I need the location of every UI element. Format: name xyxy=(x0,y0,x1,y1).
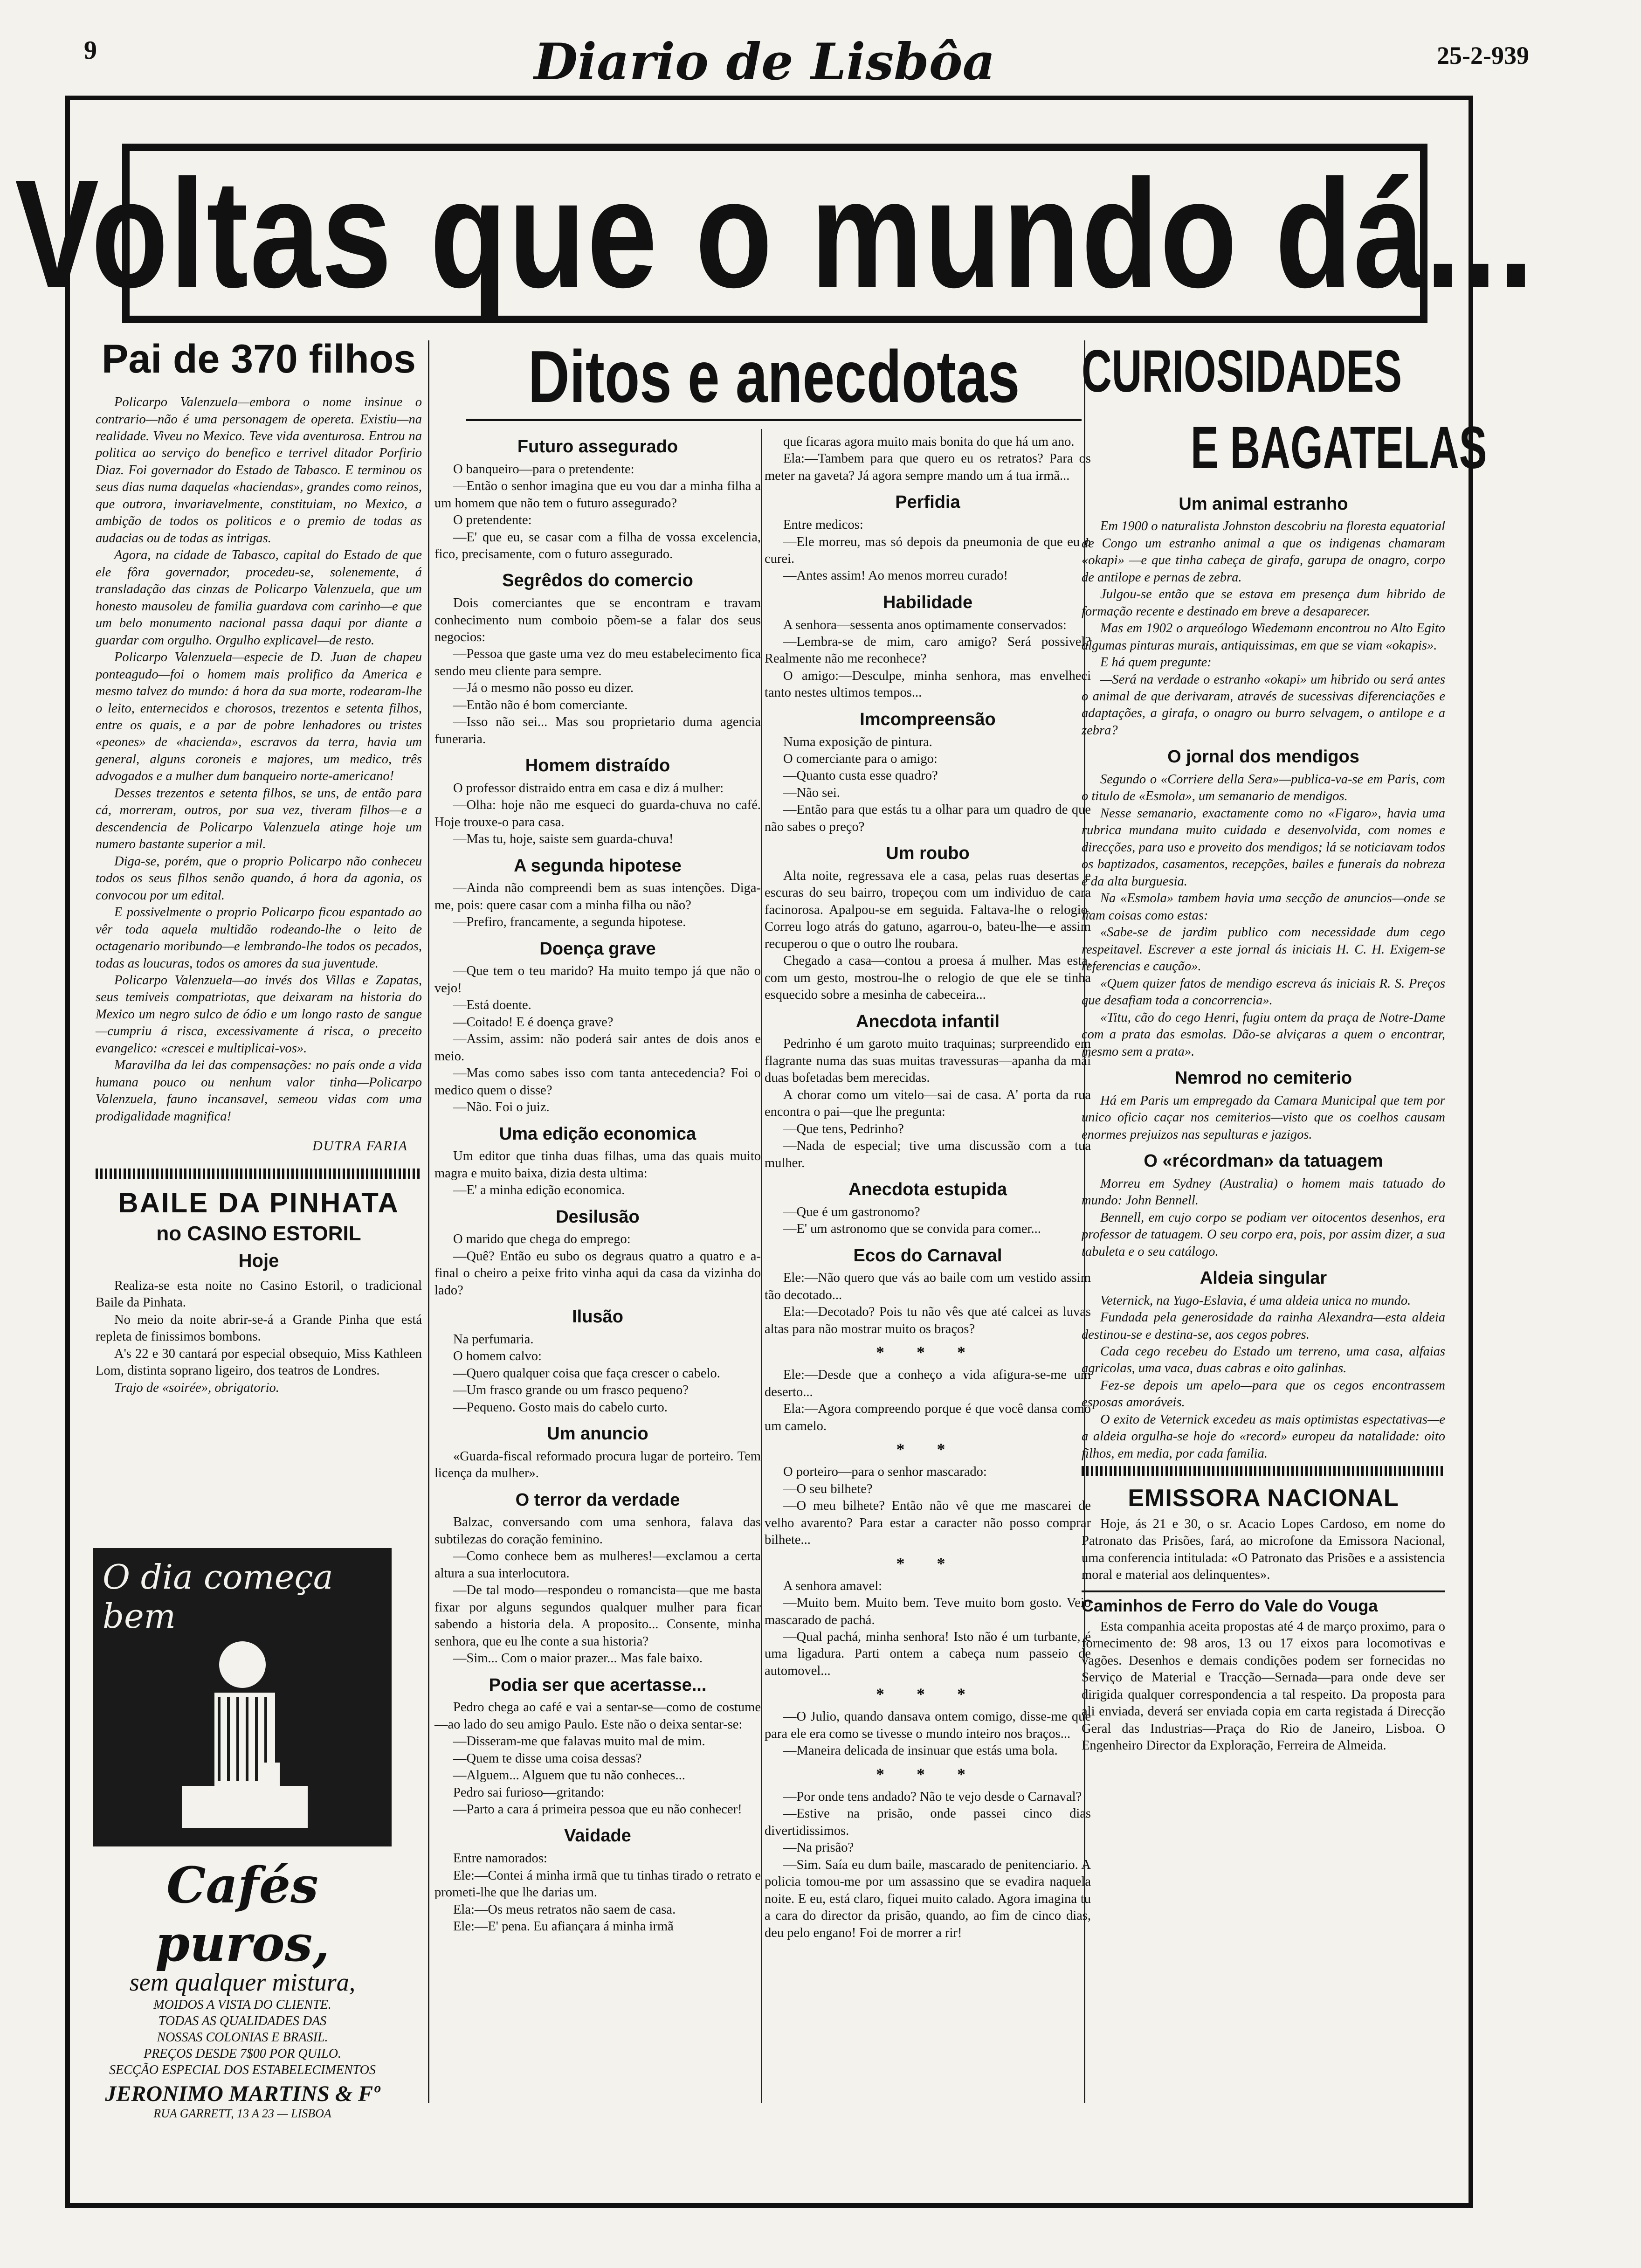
section-paragraph: Nesse semanario, exactamente como no «Figaro», havia uma rubrica mundana muito cuidada e desenvolvida, com nomes e direcções, para uso e proveito dos mendigos; lá se noticiavam todos os baptizados, casamentos, recepções, bailes e funerais da nobreza e da alta burguesia. xyxy=(1082,806,1445,889)
baile-subtitle: no CASINO ESTORIL xyxy=(156,1222,361,1245)
section-paragraph: Pedro sai furioso—gritando: xyxy=(453,1785,605,1800)
section-paragraph: Na «Esmola» tambem havia uma secção de anuncios—onde se liam coisas como estas: xyxy=(1082,891,1445,923)
column-ditos-left xyxy=(434,429,761,2206)
section-paragraph: —Lembra-se de mim, caro amigo? Será possivel? Realmente não me reconhece? xyxy=(765,635,1091,666)
section-paragraph: —O seu bilhete? xyxy=(783,1481,873,1496)
section-title: Habilidade xyxy=(883,592,973,612)
man-drinking-coffee-illustration xyxy=(177,1632,308,1828)
section-paragraph: —Parto a cara á primeira pessoa que eu não conhecer! xyxy=(453,1802,742,1817)
section-paragraph: Fez-se depois um apelo—para que os cegos encontrassem esposas amoráveis. xyxy=(1082,1378,1445,1410)
section-paragraph: —Disseram-me que falavas muito mal de mim. xyxy=(453,1734,705,1749)
article-paragraph: Policarpo Valenzuela—especie de D. Juan de chapeu ponteagudo—foi o homem mais prolifico da America e mesmo talvez do mundo: á hora da sua morte, rodearam-lhe o leito, enternecidos e chorosos, trezentos e setenta filhos, entre os quais, e a par de pobre lenhadores ou tristes «peones» de «hacienda», escravos da terra, havia um general, alguns coroneis e majores, um medico, três advogados e a mulher dum banqueiro norte-americano! xyxy=(96,650,422,784)
section-title: A segunda hipotese xyxy=(514,856,682,876)
dotted-divider xyxy=(96,1169,422,1179)
section-paragraph: Ela:—Os meus retratos não saem de casa. xyxy=(453,1902,676,1917)
section-paragraph: Numa exposição de pintura. xyxy=(783,734,932,749)
column-rule xyxy=(761,429,762,2103)
section-title: Um animal estranho xyxy=(1179,494,1348,514)
issue-date: 25-2-939 xyxy=(1437,41,1529,69)
section-paragraph: Cada cego recebeu do Estado um terreno, uma casa, alfaias agricolas, uma vaca, duas cabras e oito galinhas. xyxy=(1082,1344,1445,1376)
section-title: O jornal dos mendigos xyxy=(1167,747,1359,767)
section-paragraph: Segundo o «Corriere della Sera»—publica-va-se em Paris, com o titulo de «Esmola», um semanario de mendigos. xyxy=(1082,772,1445,804)
ad-line: TODAS AS QUALIDADES DAS xyxy=(158,2014,327,2028)
section-title: Anecdota estupida xyxy=(848,1180,1007,1200)
ad-address: RUA GARRETT, 13 A 23 — LISBOA xyxy=(153,2107,331,2120)
article-title: Pai de 370 filhos xyxy=(102,337,416,381)
section-title: Ecos do Carnaval xyxy=(853,1245,1002,1265)
section-paragraph: Ela:—Tambem para que quero eu os retratos? Para os meter na gaveta? Já agora sempre mando um á tua irmã... xyxy=(765,451,1091,483)
section-paragraph: —Ainda não compreendi bem as suas intenções. Diga-me, pois: quere casar com a minha filha ou não? xyxy=(434,881,761,913)
emissora-title: EMISSORA NACIONAL xyxy=(1128,1485,1399,1512)
section-paragraph: Veternick, na Yugo-Eslavia, é uma aldeia unica no mundo. xyxy=(1100,1293,1411,1308)
section-title: Aldeia singular xyxy=(1200,1268,1327,1288)
section-paragraph: —Que tem o teu marido? Ha muito tempo já que não o vejo! xyxy=(434,964,761,996)
byline: DUTRA FARIA xyxy=(312,1138,408,1154)
section-paragraph: —Não sei. xyxy=(783,785,840,800)
vouga-title: Caminhos de Ferro do Vale do Vouga xyxy=(1082,1596,1378,1615)
section-paragraph: —Sim. Saía eu dum baile, mascarado de penitenciario. A policia tomou-me por um assassino que se evadira naquela noite. E eu, está claro, fiquei muito calado. Agora imagina tu a cara do director da prisão, quando, ao fim de cinco dias, deu pelo engano! Foi de morrer a rir! xyxy=(765,1857,1091,1940)
section-paragraph: —Sim... Com o maior prazer... Mas fale baixo. xyxy=(453,1651,703,1666)
section-paragraph: —Que é um gastronomo? xyxy=(783,1204,920,1219)
section-paragraph: O comerciante para o amigo: xyxy=(783,751,938,766)
section-title: Homem distraído xyxy=(525,756,670,776)
section-paragraph: «Sabe-se de jardim publico com necessidade dum cego respeitavel. Escrever a este jornal ás iniciais H. C. H. Exigem-se referencias e caução». xyxy=(1082,925,1445,974)
section-paragraph: O porteiro—para o senhor mascarado: xyxy=(783,1465,987,1480)
section-paragraph: —Na prisão? xyxy=(783,1840,854,1855)
headline-box xyxy=(14,144,1535,323)
article-paragraph: Policarpo Valenzuela—ao invés dos Villas e Zapatas, seus temiveis compatriotas, que deixaram na historia do Mexico um negro sulco de ódio e um longo rasto de sangue—cumpriu á risca, excessivamente á risca, o preceito evangelico: «crescei e multiplicai-vos». xyxy=(96,973,422,1056)
ad-line: SECÇÃO ESPECIAL DOS ESTABELECIMENTOS xyxy=(109,2063,376,2077)
ad-lines xyxy=(93,1997,392,2078)
section-paragraph: —Já o mesmo não posso eu dizer. xyxy=(453,681,634,696)
section-separator: * * * xyxy=(876,1764,979,1784)
section-title: O «récordman» da tatuagem xyxy=(1144,1151,1383,1171)
section-paragraph: —Antes assim! Ao menos morreu curado! xyxy=(783,568,1008,583)
section-paragraph: —E' que eu, se casar com a filha de vossa excelencia, fico, precisamente, com o futuro assegurado. xyxy=(434,530,761,561)
section-paragraph: —Maneira delicada de insinuar que estás uma bola. xyxy=(783,1743,1058,1758)
section-paragraph: Ele:—Contei á minha irmã que tu tinhas tirado o retrato e prometi-lhe que lhe darias um. xyxy=(434,1868,761,1900)
section-paragraph: O banqueiro—para o pretendente: xyxy=(453,462,634,477)
section-paragraph: E há quem pregunte: xyxy=(1100,655,1212,670)
section-paragraph: O homem calvo: xyxy=(453,1349,542,1364)
ad-line: NOSSAS COLONIAS E BRASIL. xyxy=(157,2030,328,2045)
article-body xyxy=(96,394,422,1125)
section-paragraph: O pretendente: xyxy=(453,513,532,528)
bagatelas-title: E BAGATELAS xyxy=(1191,414,1487,481)
section-paragraph: Mas em 1902 o arqueólogo Wiedemann encontrou no Alto Egito algumas pinturas murais, antiquissimas, em que se viam «okapis». xyxy=(1082,621,1445,653)
section-title: Perfidia xyxy=(895,492,960,512)
section-title: Segrêdos do comercio xyxy=(502,571,693,591)
section-paragraph: —Alguem... Alguem que tu não conheces... xyxy=(453,1768,685,1783)
page-number: 9 xyxy=(84,36,97,65)
column-ditos-right xyxy=(765,434,1091,2159)
section-paragraph: A senhora amavel: xyxy=(783,1578,883,1593)
section-paragraph: Há em Paris um empregado da Camara Municipal que tem por unico oficio caçar nos cemiterios—visto que os coelhos causam enormes prejuizos nas sepulturas e jazigos. xyxy=(1082,1093,1445,1142)
ad-text-box xyxy=(93,1846,392,2120)
baile-body xyxy=(96,1278,422,1397)
section-paragraph: —Como conhece bem as mulheres!—exclamou a certa altura a sua interlocutora. xyxy=(434,1549,761,1581)
section-title: O terror da verdade xyxy=(515,1490,680,1510)
section-title: Desilusão xyxy=(556,1207,640,1227)
section-paragraph: Fundada pela generosidade da rainha Alexandra—esta aldeia destinou-se e destina-se, aos cegos pobres. xyxy=(1082,1310,1445,1342)
column-curiosidades xyxy=(1082,333,1487,2115)
section-title: Doença grave xyxy=(539,939,656,959)
section-paragraph: A senhora—sessenta anos optimamente conservados: xyxy=(783,617,1067,632)
section-paragraph: —Ele morreu, mas só depois da pneumonia de que eu o curei. xyxy=(765,534,1091,566)
article-paragraph: Diga-se, porém, que o proprio Policarpo não conheceu todos os seus filhos senão quando, á hora da agonia, os convocou por um edital. xyxy=(96,854,422,903)
section-paragraph: —Quê? Então eu subo os degraus quatro a quatro e a-final o cheiro a peixe frito vinha aqui da casa da vizinha do lado? xyxy=(434,1249,761,1298)
section-title: Futuro assegurado xyxy=(517,437,678,456)
section-separator: * * * xyxy=(876,1685,979,1704)
article-paragraph: Agora, na cidade de Tabasco, capital do Estado de que ele fôra governador, procedeu-se, solenemente, á transladação das cinzas de Policarpo Valenzuela, que um honesto mausoleu de familia guardava com carinho—e que um belo monumento nacional passa daqui por diante a guardar com orgulho. Orgulho explicavel—de resto. xyxy=(96,548,422,648)
section-paragraph: Pedrinho é um garoto muito traquinas; surpreendido em flagrante numa das suas muitas travessuras—apanha da mãi duas bofetadas bem merecidas. xyxy=(765,1037,1091,1086)
curiosidades-body xyxy=(1082,493,1445,1463)
section-paragraph: —Coitado! E é doença grave? xyxy=(453,1015,614,1030)
column-rule xyxy=(428,340,429,2103)
emissora-body: Hoje, ás 21 e 30, o sr. Acacio Lopes Cardoso, em nome do Patronato das Prisões, fará, ao microfone da Emissora Nacional, uma conferencia intitulada: «O Patronato das Prisões e a assistencia moral e material aos delinquentes». xyxy=(1082,1516,1445,1583)
section-paragraph: —E' a minha edição economica. xyxy=(453,1183,625,1198)
section-paragraph: Ela:—Decotado? Pois tu não vês que até calcei as luvas altas para não mostrar muito os braços? xyxy=(765,1305,1091,1336)
section-title: Nemrod no cemiterio xyxy=(1174,1068,1352,1088)
section-title: Anecdota infantil xyxy=(855,1011,1000,1031)
section-paragraph: O exito de Veternick excedeu as mais optimistas espectativas—e a aldeia orgulha-se hoje do «record» europeu da natalidade: oito filhos, em media, por cada familia. xyxy=(1082,1412,1445,1461)
section-paragraph: —Estive na prisão, onde passei cinco dias divertidissimos. xyxy=(765,1806,1091,1838)
section-paragraph: Ele:—Desde que a conheço a vida afigura-se-me um deserto... xyxy=(765,1368,1091,1399)
section-paragraph: «Guarda-fiscal reformado procura lugar de porteiro. Tem licença da mulher». xyxy=(434,1449,761,1481)
section-paragraph: —Qual pachá, minha senhora! Isto não é um turbante, é uma ligadura. Parti ontem a cabeça num passeio de automovel... xyxy=(765,1629,1091,1678)
section-paragraph: Ele:—Não quero que vás ao baile com um vestido assim tão decotado... xyxy=(765,1271,1091,1302)
section-paragraph: —Muito bem. Muito bem. Teve muito bom gosto. Veio mascarado de pachá. xyxy=(765,1596,1091,1627)
ditos-title: Ditos e anecdotas xyxy=(528,336,1020,418)
section-paragraph: —Quem te disse uma coisa dessas? xyxy=(453,1751,642,1766)
section-separator: * * xyxy=(896,1554,959,1573)
section-paragraph: —Pessoa que gaste uma vez do meu estabelecimento fica sendo meu cliente para sempre. xyxy=(434,647,761,678)
section-paragraph: Em 1900 o naturalista Johnston descobriu na floresta equatorial de Congo um estranho animal a que os indigenas chamaram «okapi» —e que tinha cabeça de girafa, garupa de onagro, corpo de antilope e pernas de zebra. xyxy=(1082,519,1445,585)
section-paragraph: —Prefiro, francamente, a segunda hipotese. xyxy=(453,915,686,930)
section-title: Um roubo xyxy=(886,844,970,864)
article-paragraph: Desses trezentos e setenta filhos, se uns, de então para cá, morreram, outros, por sua vez, tiveram filhos—e a descendencia de Policarpo Valenzuela atinge hoje um numero bastante superior a mil. xyxy=(96,786,422,852)
section-paragraph: Um editor que tinha duas filhas, uma das quais muito magra e muito baixa, dizia desta ultima: xyxy=(434,1149,761,1181)
section-paragraph: —Então não é bom comerciante. xyxy=(453,698,628,712)
section-paragraph: Morreu em Sydney (Australia) o homem mais tatuado do mundo: John Bennell. xyxy=(1082,1176,1445,1208)
ad-subline: sem qualquer mistura, xyxy=(129,1968,356,1996)
baile-paragraph: Trajo de «soirée», obrigatorio. xyxy=(114,1380,279,1395)
section-paragraph: O professor distraido entra em casa e diz á mulher: xyxy=(453,781,724,795)
section-paragraph: —Mas como sabes isso com tanta antecedencia? Foi o medico quem o disse? xyxy=(434,1066,761,1098)
section-paragraph: —Pequeno. Gosto mais do cabelo curto. xyxy=(453,1400,668,1415)
section-paragraph: O amigo:—Desculpe, minha senhora, mas envelheci tanto nestes ultimos tempos... xyxy=(765,668,1091,700)
section-paragraph: Ela:—Agora compreendo porque é que você dansa como um camelo. xyxy=(765,1402,1091,1433)
section-title: Podia ser que acertasse... xyxy=(489,1675,707,1695)
section-paragraph: —Será na verdade o estranho «okapi» um hibrido ou será antes o animal de que derivaram, através de sucessivas diferenciações e adaptações, a girafa, o onagro ou burro selvagem, o antilope e a zebra? xyxy=(1082,672,1445,738)
newspaper-title: Diario de Lisbôa xyxy=(534,33,995,91)
section-paragraph: que ficaras agora muito mais bonita do que há um ano. xyxy=(783,435,1075,449)
ad-line: PREÇOS DESDE 7$00 POR QUILO. xyxy=(144,2047,341,2061)
article-paragraph: Policarpo Valenzuela—embora o nome insinue o contrario—não é uma personagem de opereta. Existiu—na realidade. Viveu no Mexico. Teve vida aventurosa. Entrou na politica ao serviço do benefico e terrivel ditador Porfirio Diaz. Foi governador do Estado de Tabasco. E terminou os seus dias numa daquelas «haciendas», grandes como reinos, que outrora, invariavelmente, constituiam, no Mexico, a ambição de todos os politicos e o premio de todas as audacias ou de todas as intrigas. xyxy=(96,395,422,546)
section-paragraph: —Isso não sei... Mas sou proprietario duma agencia funeraria. xyxy=(434,715,761,747)
section-paragraph: —Mas tu, hoje, saiste sem guarda-chuva! xyxy=(453,832,674,847)
section-title: Imcompreensão xyxy=(860,709,996,729)
baile-title: BAILE DA PINHATA xyxy=(118,1187,400,1218)
section-paragraph: —E' um astronomo que se convida para comer... xyxy=(783,1222,1041,1237)
section-paragraph: «Quem quizer fatos de mendigo escreva ás iniciais R. S. Preços que desafiam toda a concorrencia». xyxy=(1082,976,1445,1008)
section-paragraph: —Não. Foi o juiz. xyxy=(453,1100,550,1115)
baile-hoje: Hoje xyxy=(238,1250,279,1271)
section-paragraph: Entre medicos: xyxy=(783,518,863,532)
section-paragraph: —De tal modo—respondeu o romancista—que me basta fixar por alguns segundos qualquer mulher para ficar sabendo a historia dela. A proposito... Consente, minha senhora, que eu lhe conte a sua historia? xyxy=(434,1583,761,1649)
section-title: Um anuncio xyxy=(547,1424,648,1444)
section-title: Vaidade xyxy=(564,1826,631,1846)
baile-paragraph: Realiza-se esta noite no Casino Estoril, o tradicional Baile da Pinhata. xyxy=(96,1278,422,1310)
article-paragraph: Maravilha da lei das compensações: no país onde a vida humana pouco ou nenhum valor tinha—Policarpo Valenzuela, fauno incansavel, semeou vidas com uma prodigalidade magnifica! xyxy=(96,1058,422,1124)
section-title: Uma edição economica xyxy=(499,1124,696,1144)
section-separator: * * xyxy=(896,1440,959,1459)
section-paragraph: —Olha: hoje não me esqueci do guarda-chuva no café. Hoje trouxe-o para casa. xyxy=(434,798,761,830)
section-paragraph: O marido que chega do emprego: xyxy=(453,1232,631,1247)
section-paragraph: Bennell, em cujo corpo se podiam ver oitocentos desenhos, era professor de tatuagem. O seu corpo era, pois, por assim dizer, a sua tabuleta e o seu catálogo. xyxy=(1082,1210,1445,1259)
vouga-notice xyxy=(1082,1590,1445,1755)
section-paragraph: —O Julio, quando dansava ontem comigo, disse-me que para ele era como se tivesse o mundo inteiro nos braços... xyxy=(765,1709,1091,1741)
section-paragraph: —Que tens, Pedrinho? xyxy=(783,1121,904,1136)
curiosidades-title: CURIOSIDADES xyxy=(1082,338,1402,405)
section-paragraph: A chorar como um vitelo—sai de casa. A' porta da rua encontra o pai—que lhe pregunta: xyxy=(765,1087,1091,1120)
section-paragraph: —Assim, assim: não poderá sair antes de dois anos e meio. xyxy=(434,1032,761,1064)
section-separator: * * * xyxy=(876,1343,979,1362)
section-paragraph: «Titu, cão do cego Henri, fugiu ontem da praça de Notre-Dame com a prata das esmolas. Dão-se alviçaras a quem o encontrar, mesmo sem a prata». xyxy=(1082,1010,1445,1059)
section-paragraph: —Por onde tens andado? Não te vejo desde o Carnaval? xyxy=(783,1789,1082,1804)
section-paragraph: Balzac, conversando com uma senhora, falava das subtilezas do coração feminino. xyxy=(434,1515,761,1547)
ad-brand: Cafés puros, xyxy=(155,1856,330,1972)
headline: Voltas que o mundo dá... xyxy=(14,147,1535,319)
ad-firm: JERONIMO MARTINS & Fº xyxy=(105,2081,380,2106)
section-paragraph: Dois comerciantes que se encontram e travam conhecimento num comboio põem-se a falar dos seus negocios: xyxy=(434,596,761,644)
section-paragraph: —Quanto custa esse quadro? xyxy=(783,768,938,783)
section-paragraph: Chegado a casa—contou a proesa á mulher. Mas esta, com um gesto, mostrou-lhe o relogio de que ele se tinha esquecido sobre a mesinha de cabeceira... xyxy=(765,954,1091,1003)
ad-line: MOIDOS A VISTA DO CLIENTE. xyxy=(153,1998,331,2012)
section-paragraph: —Quero qualquer coisa que faça crescer o cabelo. xyxy=(453,1366,720,1381)
section-paragraph: —Um frasco grande ou um frasco pequeno? xyxy=(453,1383,689,1398)
section-paragraph: —Está doente. xyxy=(453,998,531,1013)
dotted-divider xyxy=(1082,1466,1445,1476)
article-paragraph: E possivelmente o proprio Policarpo ficou espantado ao vêr toda aquela multidão rodeando-lhe o leito de octagenario moribundo—e lembrando-lhe todos os pecados, todas as loucuras, todos os amores da sua juventude. xyxy=(96,905,422,971)
section-paragraph: —O meu bilhete? Então não vê que me mascarei de velho avarento? Para estar a caracter não posso comprar bilhete... xyxy=(765,1499,1091,1548)
section-paragraph: —Então o senhor imagina que eu vou dar a minha filha a um homem que não tem o futuro assegurado? xyxy=(434,479,761,511)
section-paragraph: Entre namorados: xyxy=(453,1851,547,1866)
section-paragraph: Na perfumaria. xyxy=(453,1332,534,1347)
baile-paragraph: A's 22 e 30 cantará por especial obsequio, Miss Kathleen Lom, distinta soprano ligeiro, dos teatros de Londres. xyxy=(96,1346,422,1378)
section-paragraph: —Então para que estás tu a olhar para um quadro de que não sabes o preço? xyxy=(765,802,1091,834)
section-paragraph: Ele:—E' pena. Eu afiançara á minha irmã xyxy=(453,1919,674,1934)
section-paragraph: Julgou-se então que se estava em presença dum hibrido de formação recente e destinado em breve a desaparecer. xyxy=(1082,587,1445,619)
section-paragraph: Pedro chega ao café e vai a sentar-se—como de costume—ao lado do seu amigo Paulo. Este não o deixa sentar-se: xyxy=(434,1700,761,1732)
section-title: Ilusão xyxy=(572,1307,623,1327)
ad-slogan: O dia começa bem xyxy=(103,1557,333,1636)
section-paragraph: —Nada de especial; tive uma discussão com a tua mulher. xyxy=(765,1139,1091,1170)
baile-paragraph: No meio da noite abrir-se-á a Grande Pinha que está repleta de finissimos bombons. xyxy=(96,1312,422,1344)
cafes-advertisement xyxy=(93,1548,392,2120)
title-rule xyxy=(466,419,1082,421)
vouga-body: Esta companhia aceita propostas até 4 de março proximo, para o fornecimento de: 98 aros, 13 ou 17 eixos para locomotivas e vagões. Desenhos e demais condições podem ser fornecidas no Serviço de Material e Tracção—Sernada—para onde deve ser dirigida qualquer correspondencia a tal respeito. Da proposta para ali enviada, deverá ser enviada copia em carta registada á Direcção Geral das Industrias—Praça do Rio de Janeiro, Lisboa. O Engenheiro Director da Exploração, Ferreira de Almeida. xyxy=(1082,1619,1445,1753)
section-paragraph: Alta noite, regressava ele a casa, pelas ruas desertas e escuras do seu bairro, tropeçou com um individuo de cara facinorosa. Apalpou-se em seguida. Faltava-lhe o relogio. Correu logo atrás do gatuno, agarrou-o, bateu-lhe—e assim recuperou o que o outro lhe roubara. xyxy=(765,868,1091,951)
